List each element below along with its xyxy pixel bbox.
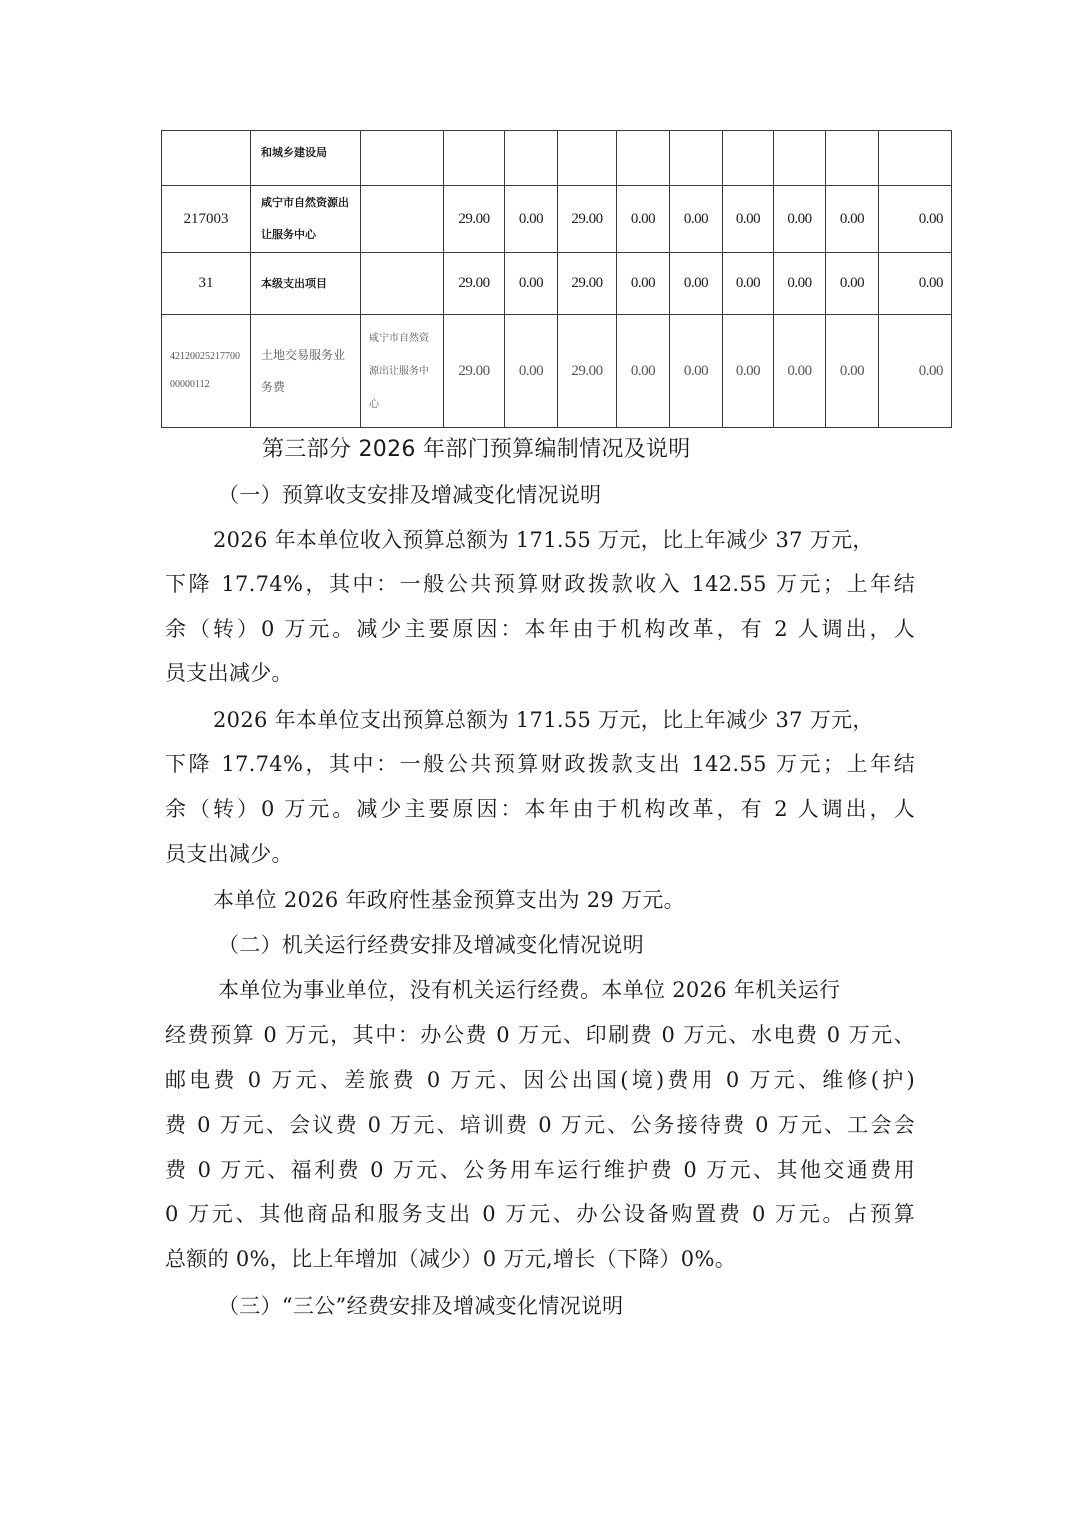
subsection-heading-3: （三）“三公”经费安排及增减变化情况说明	[218, 1294, 624, 1318]
cell-value: 0.00	[617, 253, 670, 315]
cell-value	[670, 131, 723, 186]
paragraph-line: 下降 17.74%，其中：一般公共预算财政拨款支出 142.55 万元；上年结	[165, 752, 915, 776]
paragraph-line: 费 0 万元、福利费 0 万元、公务用车运行维护费 0 万元、其他交通费用	[165, 1158, 915, 1182]
cell-code	[162, 131, 251, 186]
cell-name: 咸宁市自然资源出让服务中心	[251, 186, 361, 253]
cell-name: 土地交易服务业务费	[251, 315, 361, 428]
cell-value: 0.00	[879, 253, 952, 315]
budget-table	[161, 130, 952, 428]
paragraph-line: 本单位为事业单位，没有机关运行经费。本单位 2026 年机关运行	[218, 978, 841, 1002]
table-row	[162, 186, 952, 253]
cell-code	[162, 315, 251, 428]
cell-value	[558, 131, 617, 186]
cell-value: 29.00	[558, 186, 617, 253]
paragraph-line: 员支出减少。	[165, 842, 293, 866]
cell-value: 0.00	[670, 186, 723, 253]
paragraph-line: 余（转）0 万元。减少主要原因：本年由于机构改革，有 2 人调出，人	[165, 797, 915, 821]
paragraph-line: 经费预算 0 万元，其中：办公费 0 万元、印刷费 0 万元、水电费 0 万元、	[165, 1023, 915, 1047]
cell-value	[879, 131, 952, 186]
cell-value	[505, 131, 558, 186]
paragraph-line: 0 万元、其他商品和服务支出 0 万元、办公设备购置费 0 万元。占预算	[165, 1202, 915, 1226]
cell-value: 29.00	[444, 315, 505, 428]
cell-value: 0.00	[774, 253, 826, 315]
paragraph-line: 员支出减少。	[165, 661, 293, 685]
cell-unit	[361, 253, 444, 315]
cell-value: 0.00	[617, 315, 670, 428]
cell-unit: 咸宁市自然资源出让服务中心	[361, 315, 444, 428]
cell-name: 和城乡建设局	[251, 131, 361, 186]
cell-value: 0.00	[723, 186, 774, 253]
subsection-heading-2: （二）机关运行经费安排及增减变化情况说明	[218, 933, 644, 957]
cell-value: 0.00	[670, 253, 723, 315]
cell-value: 0.00	[505, 253, 558, 315]
cell-value: 0.00	[505, 186, 558, 253]
cell-value: 29.00	[558, 315, 617, 428]
cell-value: 29.00	[558, 253, 617, 315]
cell-value	[774, 131, 826, 186]
cell-value	[723, 131, 774, 186]
paragraph-line: 下降 17.74%，其中：一般公共预算财政拨款收入 142.55 万元；上年结	[165, 572, 915, 596]
cell-value: 0.00	[826, 186, 879, 253]
cell-unit	[361, 186, 444, 253]
cell-value: 0.00	[723, 253, 774, 315]
paragraph-line: 总额的 0%，比上年增加（减少）0 万元,增长（下降）0%。	[165, 1247, 737, 1271]
paragraph-line: 2026 年本单位收入预算总额为 171.55 万元，比上年减少 37 万元，	[213, 528, 874, 552]
cell-value: 29.00	[444, 253, 505, 315]
cell-value: 0.00	[774, 186, 826, 253]
table-row	[162, 253, 952, 315]
cell-value: 0.00	[774, 315, 826, 428]
section-title: 第三部分 2026 年部门预算编制情况及说明	[262, 437, 691, 462]
cell-value: 0.00	[879, 315, 952, 428]
subsection-heading-1: （一）预算收支安排及增减变化情况说明	[218, 483, 602, 507]
cell-value	[617, 131, 670, 186]
cell-unit	[361, 131, 444, 186]
cell-code: 31	[162, 253, 251, 315]
paragraph-line: 余（转）0 万元。减少主要原因：本年由于机构改革，有 2 人调出，人	[165, 617, 915, 641]
paragraph-line: 本单位 2026 年政府性基金预算支出为 29 万元。	[213, 888, 685, 912]
table-row	[162, 131, 952, 186]
cell-value: 0.00	[826, 253, 879, 315]
paragraph-line: 2026 年本单位支出预算总额为 171.55 万元，比上年减少 37 万元，	[213, 708, 874, 732]
paragraph-line: 费 0 万元、会议费 0 万元、培训费 0 万元、公务接待费 0 万元、工会会	[165, 1113, 915, 1137]
cell-code-line1: 42120025217700	[170, 351, 240, 362]
cell-value	[444, 131, 505, 186]
cell-code: 217003	[162, 186, 251, 253]
cell-value: 0.00	[617, 186, 670, 253]
cell-value: 29.00	[444, 186, 505, 253]
paragraph-line: 邮电费 0 万元、差旅费 0 万元、因公出国(境)费用 0 万元、维修(护)	[165, 1068, 915, 1092]
cell-value: 0.00	[723, 315, 774, 428]
cell-name: 本级支出项目	[251, 253, 361, 315]
cell-value	[826, 131, 879, 186]
cell-code-line2: 00000112	[170, 379, 210, 390]
cell-value: 0.00	[505, 315, 558, 428]
table-row	[162, 315, 952, 428]
cell-value: 0.00	[826, 315, 879, 428]
cell-value: 0.00	[879, 186, 952, 253]
cell-value: 0.00	[670, 315, 723, 428]
